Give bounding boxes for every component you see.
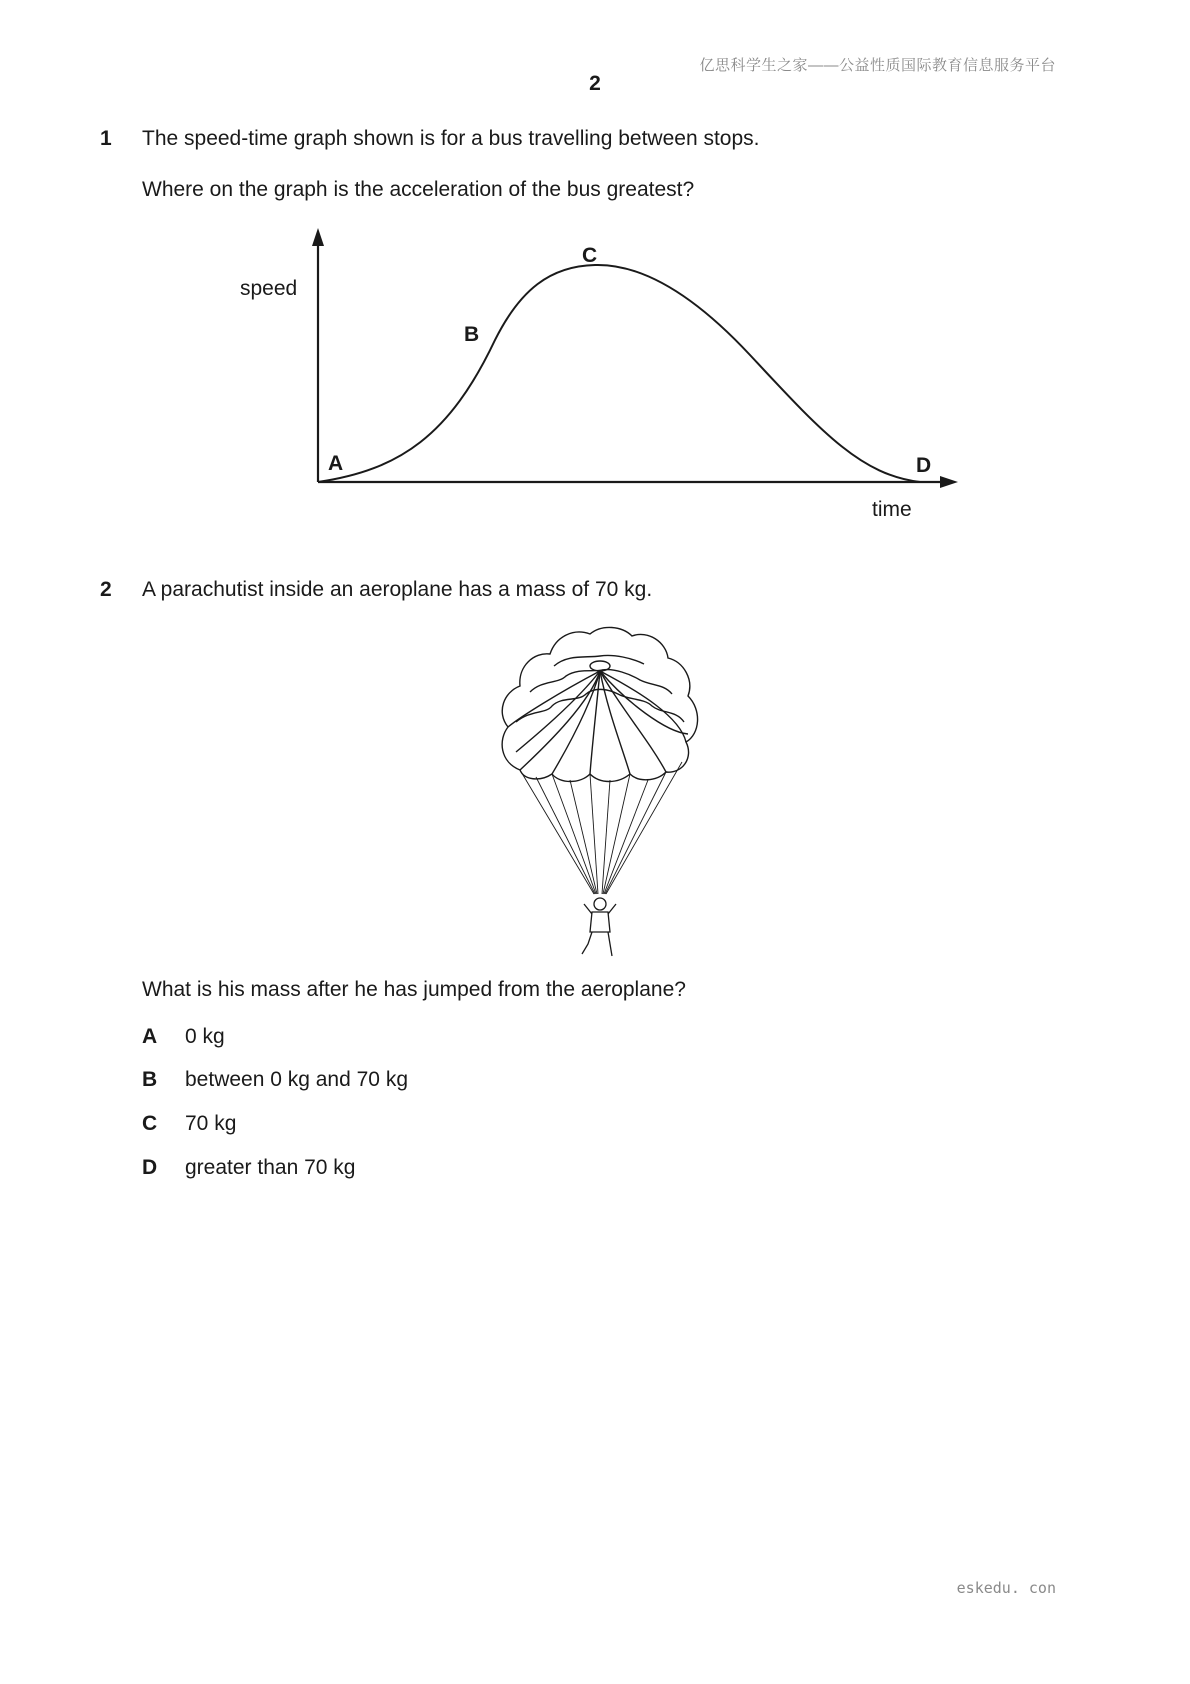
x-axis-label: time bbox=[872, 498, 912, 521]
speed-curve bbox=[318, 265, 920, 482]
option-b-text: between 0 kg and 70 kg bbox=[185, 1068, 409, 1091]
question-2-number: 2 bbox=[100, 578, 112, 601]
option-d-letter: D bbox=[142, 1156, 158, 1179]
parachutist-figure bbox=[582, 898, 616, 956]
question-1-number: 1 bbox=[100, 127, 112, 150]
x-axis-arrow bbox=[940, 476, 958, 488]
y-axis-label: speed bbox=[240, 277, 298, 300]
parachute-lines bbox=[520, 762, 682, 894]
speed-time-graph bbox=[220, 220, 980, 530]
option-d-text: greater than 70 kg bbox=[185, 1156, 356, 1179]
parachute-canopy bbox=[502, 627, 697, 781]
point-label-c: C bbox=[582, 244, 598, 267]
option-a-text: 0 kg bbox=[185, 1025, 225, 1048]
question-2-prompt: What is his mass after he has jumped from the aeroplane? bbox=[142, 978, 686, 1001]
question-2-text: A parachutist inside an aeroplane has a mass of 70 kg. bbox=[142, 578, 653, 601]
option-c-text: 70 kg bbox=[185, 1112, 237, 1135]
question-1-prompt: Where on the graph is the acceleration of the bus greatest? bbox=[142, 178, 695, 201]
y-axis-arrow bbox=[312, 228, 324, 246]
footer-site: eskedu. con bbox=[956, 1579, 1056, 1597]
page-number: 2 bbox=[589, 72, 601, 95]
question-1-text: The speed-time graph shown is for a bus travelling between stops. bbox=[142, 127, 760, 150]
option-c-letter: C bbox=[142, 1112, 158, 1135]
header-site-note: 亿思科学生之家——公益性质国际教育信息服务平台 bbox=[699, 57, 1056, 74]
parachutist-illustration bbox=[490, 622, 710, 962]
point-label-a: A bbox=[328, 452, 344, 475]
point-label-d: D bbox=[916, 454, 932, 477]
option-b-letter: B bbox=[142, 1068, 158, 1091]
point-label-b: B bbox=[464, 323, 480, 346]
option-a-letter: A bbox=[142, 1025, 158, 1048]
